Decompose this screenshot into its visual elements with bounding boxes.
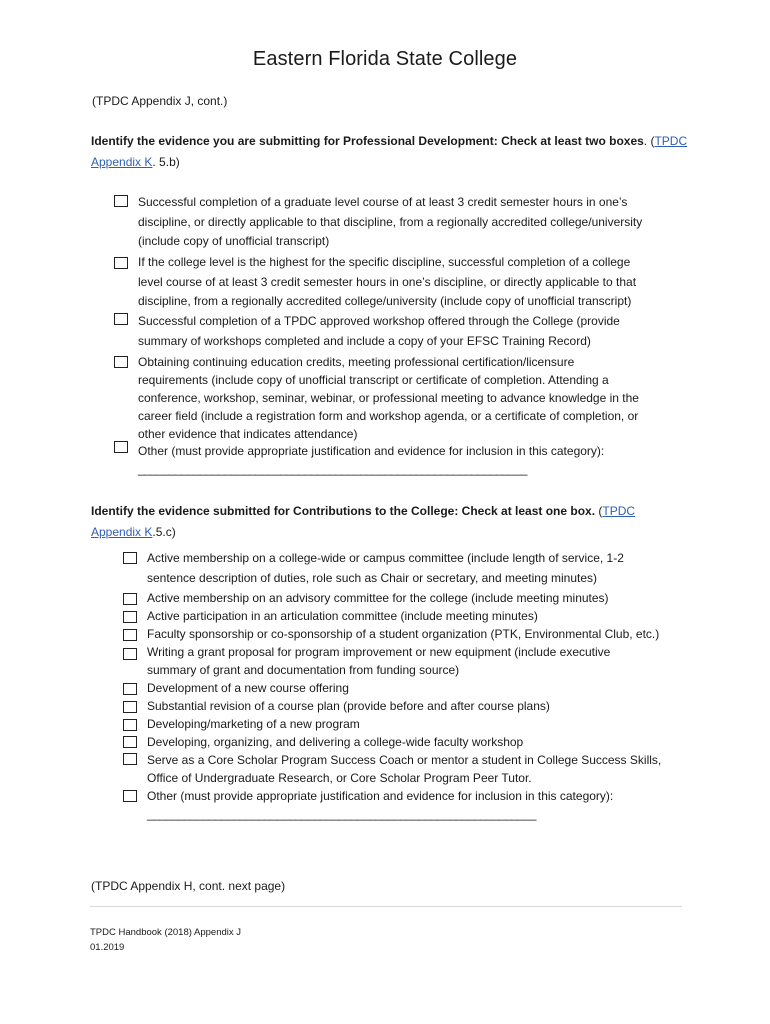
item-line: Other (must provide appropriate justification and evidence for inclusion in this category): <box>138 444 605 458</box>
pd-checkbox-college-level[interactable] <box>114 257 128 269</box>
pd-item-graduate-course <box>138 193 642 252</box>
section2-heading-text: Identify the evidence submitted for Contributions to the College: Check at least one box. <box>91 504 596 518</box>
cc-item-course-revision: Substantial revision of a course plan (provide before and after course plans) <box>147 699 550 713</box>
cc-item-core-scholar <box>147 751 661 787</box>
section1-heading-text: Identify the evidence you are submitting for Professional Development: Check at least two boxes <box>91 134 644 148</box>
item-line: conference, workshop, seminar, webinar, or professional meeting to advance knowledge in the <box>138 391 639 405</box>
other-blank-line: _______________________________________________________________ <box>147 807 536 821</box>
cc-checkbox-faculty-workshop[interactable] <box>123 736 137 748</box>
item-line: Office of Undergraduate Research, or Core Scholar Program Peer Tutor. <box>147 771 532 785</box>
cc-item-college-committee <box>147 549 624 588</box>
cc-item-faculty-sponsorship: Faculty sponsorship or co-sponsorship of a student organization (PTK, Environmental Club, etc.) <box>147 627 660 641</box>
cc-item-new-course: Development of a new course offering <box>147 681 349 695</box>
pd-item-tpdc-workshop <box>138 312 620 351</box>
section1-heading <box>91 131 691 172</box>
item-line: requirements (include copy of unofficial transcript or certificate of completion. Attending a <box>138 373 609 387</box>
cc-checkbox-grant-proposal[interactable] <box>123 648 137 660</box>
pd-checkbox-graduate-course[interactable] <box>114 195 128 207</box>
item-line: summary of grant and documentation from funding source) <box>147 663 460 677</box>
cc-item-articulation: Active participation in an articulation committee (include meeting minutes) <box>147 609 538 623</box>
item-line: level course of at least 3 credit semester hours in one’s discipline, or directly applicable to that <box>138 274 637 289</box>
pd-item-continuing-ed <box>138 353 639 443</box>
cc-checkbox-college-committee[interactable] <box>123 552 137 564</box>
pd-item-college-level <box>138 253 636 312</box>
footer-divider <box>90 906 682 907</box>
cc-checkbox-other[interactable] <box>123 790 137 802</box>
footer-date: 01.2019 <box>90 942 125 953</box>
cc-checkbox-advisory-committee[interactable] <box>123 593 137 605</box>
section1-heading-sep: . ( <box>643 134 655 148</box>
pd-checkbox-continuing-ed[interactable] <box>114 356 128 368</box>
page-title: Eastern Florida State College <box>252 48 518 70</box>
section1-heading-tail: . 5.b) <box>152 154 180 169</box>
item-line: Obtaining continuing education credits, meeting professional certification/licensure <box>138 355 575 369</box>
item-line: summary of workshops completed and include a copy of your EFSC Training Record) <box>138 333 591 348</box>
tpdc-appendix-k-link-1b[interactable]: Appendix K <box>91 154 153 169</box>
footer-handbook: TPDC Handbook (2018) Appendix J <box>90 927 242 938</box>
item-line: Successful completion of a TPDC approved workshop offered through the College (provide <box>138 314 620 328</box>
appendix-subtitle: (TPDC Appendix J, cont.) <box>92 94 228 108</box>
cc-item-advisory-committee: Active membership on an advisory committee for the college (include meeting minutes) <box>147 591 609 605</box>
cc-item-faculty-workshop: Developing, organizing, and delivering a college-wide faculty workshop <box>147 735 524 749</box>
section2-heading-tail: .5.c) <box>152 524 176 539</box>
tpdc-appendix-k-link-2[interactable]: TPDC <box>602 504 636 518</box>
item-line: If the college level is the highest for the specific discipline, successful completion of a college <box>138 255 631 269</box>
cc-item-grant-proposal <box>147 643 610 679</box>
item-line: career field (include a registration form and workshop agenda, or a certificate of completion, or <box>138 409 639 423</box>
continued-note: (TPDC Appendix H, cont. next page) <box>91 879 286 893</box>
cc-checkbox-core-scholar[interactable] <box>123 753 137 765</box>
item-line: discipline, or directly applicable to that discipline, from a regionally accredited college/university <box>138 214 643 229</box>
item-line: Active membership on a college-wide or campus committee (include length of service, 1-2 <box>147 551 624 565</box>
cc-checkbox-course-revision[interactable] <box>123 701 137 713</box>
pd-checkbox-tpdc-workshop[interactable] <box>114 313 128 325</box>
item-line: Other (must provide appropriate justification and evidence for inclusion in this category): <box>147 789 614 803</box>
section2-heading-sep: ( <box>595 504 603 518</box>
cc-checkbox-new-course[interactable] <box>123 683 137 695</box>
section2-heading <box>91 501 691 542</box>
cc-item-new-program: Developing/marketing of a new program <box>147 717 360 731</box>
other-blank-line: _______________________________________________________________ <box>138 462 527 476</box>
cc-checkbox-faculty-sponsorship[interactable] <box>123 629 137 641</box>
item-line: Serve as a Core Scholar Program Success Coach or mentor a student in College Success Skills, <box>147 753 662 767</box>
cc-checkbox-articulation[interactable] <box>123 611 137 623</box>
tpdc-appendix-k-link-1[interactable]: TPDC <box>654 134 688 148</box>
item-line: discipline, from a regionally accredited college/university (include copy of unofficial transcript) <box>138 294 632 308</box>
cc-checkbox-new-program[interactable] <box>123 719 137 731</box>
pd-checkbox-other[interactable] <box>114 441 128 453</box>
cc-item-other <box>147 787 613 823</box>
pd-item-other <box>138 442 604 478</box>
item-line: Successful completion of a graduate level course of at least 3 credit semester hours in one’s <box>138 195 628 209</box>
item-line: sentence description of duties, role such as Chair or secretary, and meeting minutes) <box>147 570 597 585</box>
item-line: (include copy of unofficial transcript) <box>138 234 330 248</box>
item-line: Writing a grant proposal for program improvement or new equipment (include executive <box>147 645 611 659</box>
item-line: other evidence that indicates attendance) <box>138 427 358 441</box>
tpdc-appendix-k-link-2b[interactable]: Appendix K <box>91 524 153 539</box>
